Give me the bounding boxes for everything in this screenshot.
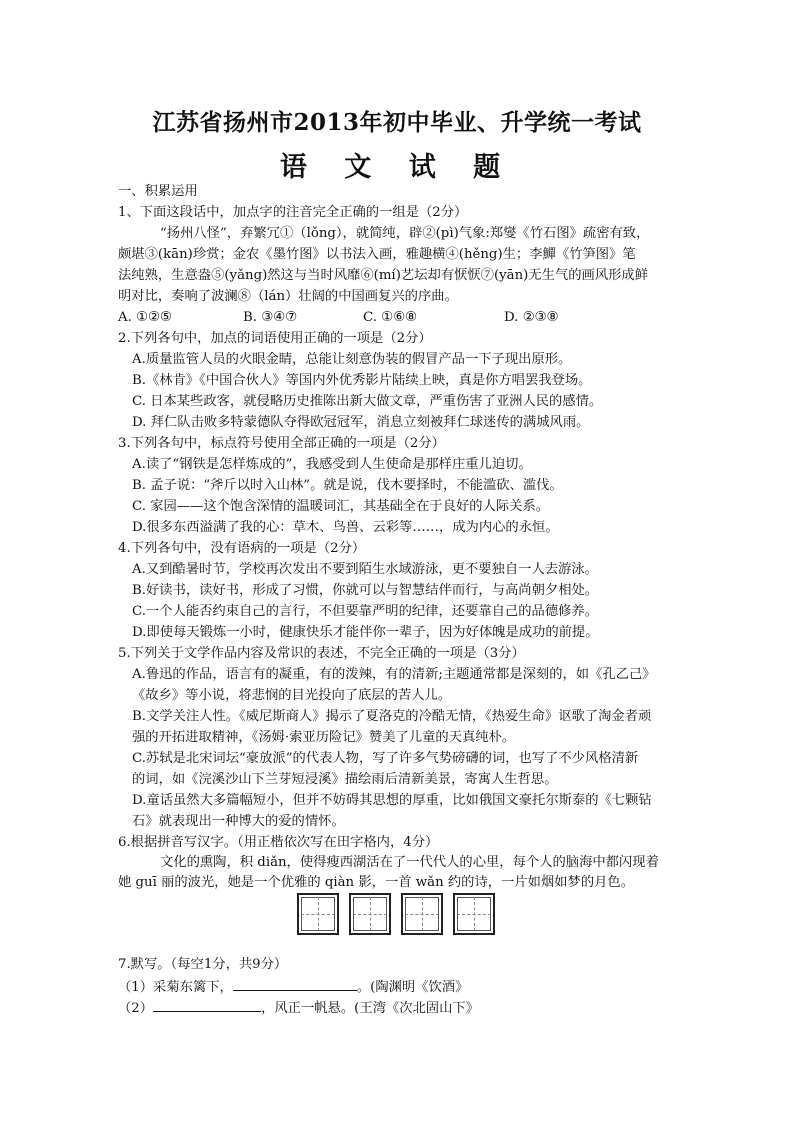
answer-blank[interactable]: [233, 976, 357, 991]
q1-option-c: C. ①⑥⑧: [363, 310, 417, 325]
q2-option-b: B.《林肯》《中国合伙人》等国内外优秀影片陆续上映，真是你方唱罢我登场。: [132, 373, 592, 388]
q7-item-2-after: ，风正一帆悬。(王湾《次北固山下》: [261, 1001, 479, 1016]
q1-stem: 1、下面这段话中，加点字的注音完全正确的一组是（2分）: [118, 205, 468, 220]
q7-item-1-after: 。(陶渊明《饮酒》: [356, 980, 469, 995]
q5-option-line: 石》就表现出一种博大的爱的情怀。: [132, 814, 345, 829]
answer-blank[interactable]: [153, 997, 261, 1012]
section-heading: 一、积累运用: [118, 184, 198, 199]
q1-option-d: D. ②③⑧: [504, 310, 559, 325]
q2-option-c: C. 日本某些政客，就侵略历史推陈出新大做文章，严重伤害了亚洲人民的感情。: [132, 394, 603, 409]
q7-item-1: [118, 976, 684, 998]
answer-grid: [297, 893, 497, 941]
tianzige-box[interactable]: [349, 893, 391, 935]
q4-option-b: B.好读书，读好书，形成了习惯，你就可以与智慧结伴而行，与高尚朝夕相处。: [132, 583, 599, 598]
q3-option-a: A.读了“钢铁是怎样炼成的”，我感受到人生使命是那样庄重儿迫切。: [132, 457, 532, 472]
q1-passage-line: 颇堪③(kān)珍赏；金农《墨竹图》以书法入画，雅趣横④(hěng)生；李鱓《竹笋图》笔: [118, 247, 636, 262]
subject-title: 语 文 试 题: [279, 152, 515, 183]
q3-option-b: B. 孟子说：“斧斤以时入山林”。就是说，伐木要择时，不能滥砍、滥伐。: [132, 478, 563, 493]
q1-passage-line: 法纯熟，生意盎⑤(yǎng)然这与当时风靡⑥(mí)艺坛却有恹恹⑦(yān)无生气的画风形成鲜: [118, 268, 649, 283]
q5-option-line: 的词，如《浣溪沙山下兰芽短浸溪》描绘雨后清新美景，寄寓人生哲思。: [132, 772, 558, 787]
q5-option-line: 强的开拓进取精神，《汤姆·索亚历险记》赞美了儿童的天真纯朴。: [132, 730, 516, 745]
q5-option-line: A.鲁迅的作品，语言有的凝重，有的泼辣，有的清新;主题通常都是深刻的，如《孔乙己》: [132, 667, 656, 682]
q3-option-c: C. 家园——这个饱含深情的温暖词汇，其基础全在于良好的人际关系。: [132, 499, 550, 514]
q4-option-a: A.又到酷暑时节，学校再次发出不要到陌生水域游泳，更不要独自一人去游泳。: [132, 562, 598, 577]
q2-option-a: A.质量监管人员的火眼金睛，总能让刻意伪装的假冒产品一下子现出原形。: [132, 352, 572, 367]
q1-passage-line: 明对比，奏响了波澜⑧（lán）壮阔的中国画复兴的序曲。: [118, 289, 458, 304]
q3-option-d: D.很多东西溢满了我的心：草木、鸟兽、云彩等……，成为内心的永恒。: [132, 520, 559, 535]
q4-stem: 4.下列各句中，没有语病的一项是（2分）: [118, 541, 366, 556]
q1-option-b: B. ③④⑦: [243, 310, 297, 325]
q5-stem: 5.下列关于文学作品内容及常识的表述，不完全正确的一项是（3分）: [118, 646, 525, 661]
tianzige-box[interactable]: [453, 893, 495, 935]
q7-item-2-before: （2）: [118, 1001, 154, 1016]
tianzige-box[interactable]: [401, 893, 443, 935]
q6-stem: 6.根据拼音写汉字。（用正楷依次写在田字格内，4分）: [118, 835, 439, 850]
tianzige-box[interactable]: [297, 893, 339, 935]
q6-passage-line: 文化的熏陶，积 diǎn，使得瘦西湖活在了一代代人的心里，每个人的脑海中都闪现着: [160, 855, 659, 870]
q5-option-line: B.文学关注人性。《威尼斯商人》揭示了夏洛克的冷酷无情，《热爱生命》讴歌了淘金者顽: [132, 709, 652, 724]
q5-option-line: C.苏轼是北宋词坛“豪放派”的代表人物，写了许多气势磅礴的词，也写了不少风格清新: [132, 751, 639, 766]
q7-item-2: [118, 997, 684, 1019]
q5-option-line: 《故乡》等小说，将悲悯的目光投向了底层的苦人儿。: [132, 688, 452, 703]
exam-title: 江苏省扬州市2013年初中毕业、升学统一考试: [152, 109, 642, 136]
q5-option-line: D.童话虽然大多篇幅短小，但并不妨碍其思想的厚重，比如俄国文豪托尔斯泰的《七颗钻: [132, 793, 652, 808]
q3-stem: 3.下列各句中，标点符号使用全部正确的一项是（2分）: [118, 436, 445, 451]
q6-passage-line: 她 guī 丽的波光，她是一个优雅的 qiàn 影，一首 wǎn 约的诗，一片如烟如梦的月色。: [118, 875, 635, 890]
q2-stem: 2.下列各句中，加点的词语使用正确的一项是（2分）: [118, 331, 432, 346]
q4-option-d: D.即使每天锻炼一小时，健康快乐才能伴你一辈子，因为好体魄是成功的前提。: [132, 625, 599, 640]
q1-passage-line: “扬州八怪”，弃繁冗①（lǒng），就简纯，辟②(pì)气象:郑燮《竹石图》疏密有致，: [160, 226, 650, 241]
q2-option-d: D. 拜仁队击败多特蒙德队夺得欧冠冠军，消息立刻被拜仁球迷传的满城风雨。: [132, 415, 590, 430]
q7-item-1-before: （1）采菊东篱下，: [118, 980, 233, 995]
q1-option-a: A. ①②⑤: [118, 310, 172, 325]
q4-option-c: C.一个人能否约束自己的言行，不但要靠严明的纪律，还要靠自己的品德修养。: [132, 604, 599, 619]
q7-stem: 7.默写。（每空1分，共9分）: [118, 957, 288, 972]
